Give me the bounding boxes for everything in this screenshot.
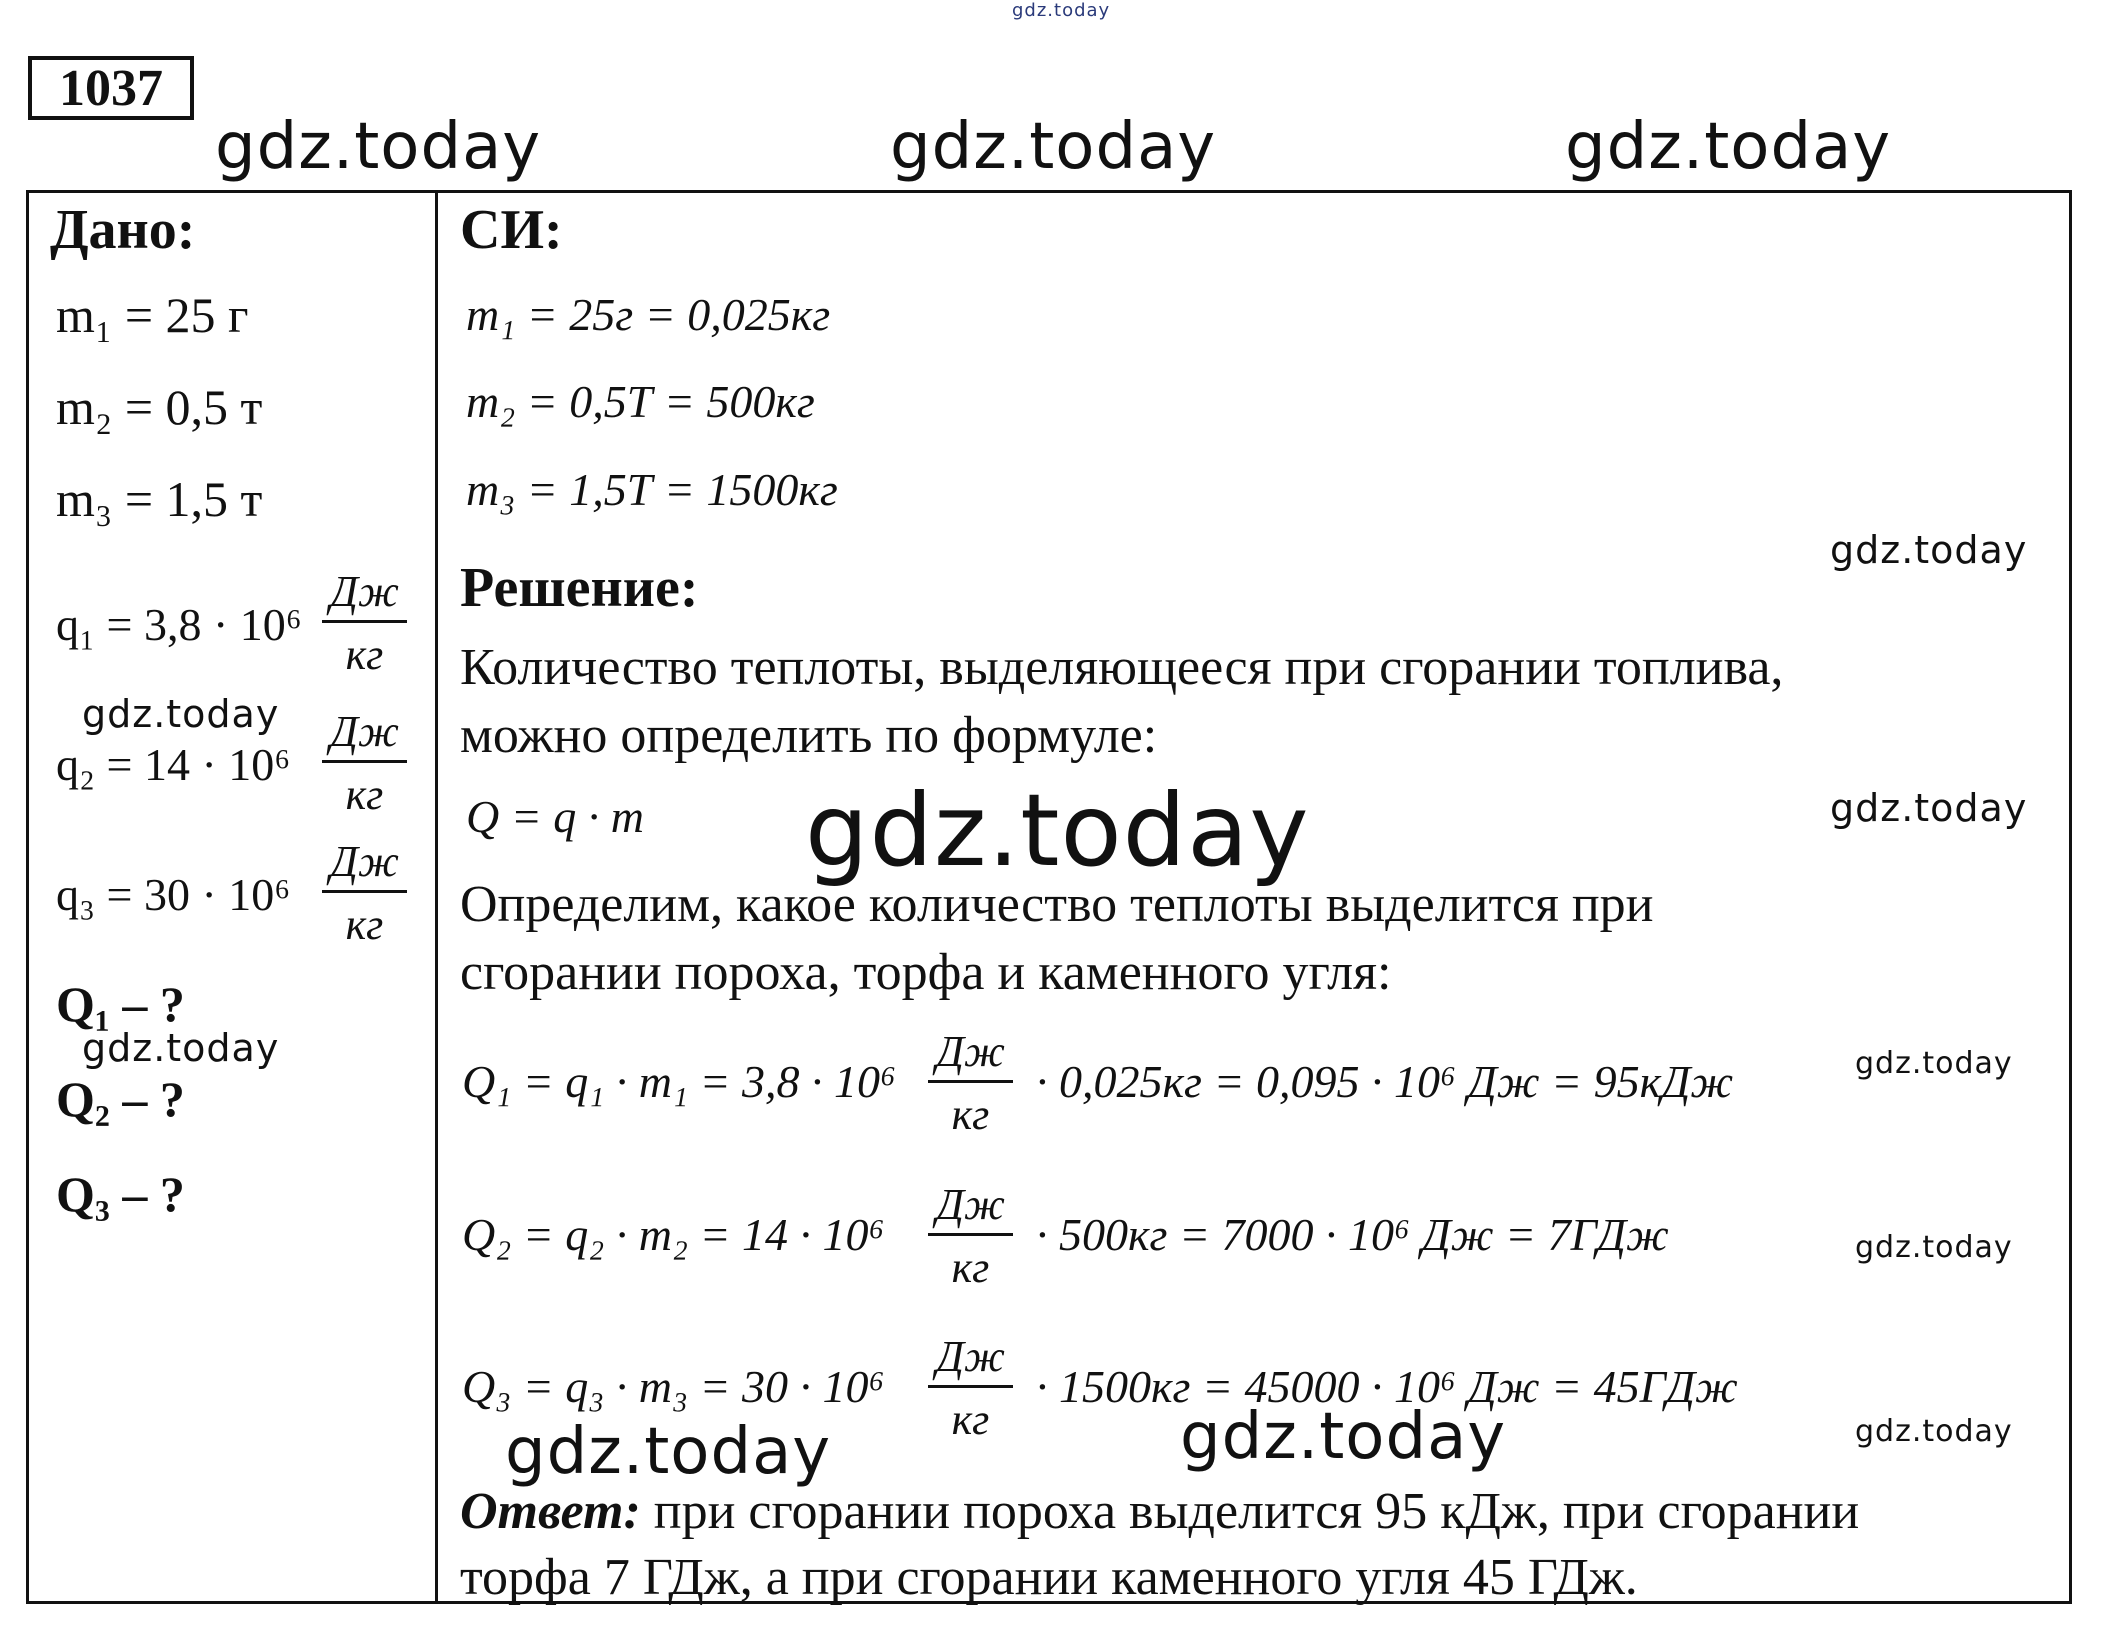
equation-q1-left: Q₁ = q₁ · m₁ = 3,8 · 10⁶ <box>462 1056 896 1107</box>
solution-text-line: можно определить по формуле: <box>460 707 1158 764</box>
given-q2: q₂ = 14 · 10⁶ <box>56 739 291 790</box>
formula: Q = q · m <box>466 791 644 842</box>
find-q1: Q₁ – ? <box>56 976 185 1032</box>
given-q1: q₁ = 3,8 · 10⁶ <box>56 599 302 650</box>
answer-label: Ответ: <box>460 1483 641 1540</box>
unit-denominator: кг <box>345 630 384 679</box>
given-m2: m₂ = 0,5 т <box>56 379 263 435</box>
unit-denominator: кг <box>345 900 384 949</box>
answer-line <box>460 1482 1859 1541</box>
answer-text: при сгорании пороха выделится 95 кДж, при сгорании <box>640 1483 1860 1540</box>
watermark: gdz.today <box>1830 786 2028 830</box>
watermark: gdz.today <box>215 110 542 184</box>
given-m1: m₁ = 25 г <box>56 287 249 343</box>
given-q1-unit <box>322 567 407 679</box>
si-m1: m₁ = 25г = 0,025кг <box>466 289 831 340</box>
column-divider <box>435 192 438 1602</box>
watermark: gdz.today <box>1855 1230 2013 1265</box>
watermark: gdz.today <box>1565 110 1892 184</box>
watermark: gdz.today <box>890 110 1217 184</box>
equation-q2-right: · 500кг = 7000 · 10⁶ Дж = 7ГДж <box>1036 1209 1669 1260</box>
solution-text-line: сгорании пороха, торфа и каменного угля: <box>460 944 1392 1001</box>
watermark-top: gdz.today <box>1012 0 1111 21</box>
watermark: gdz.today <box>1830 528 2028 572</box>
given-q3: q₃ = 30 · 10⁶ <box>56 869 291 920</box>
answer-line: торфа 7 ГДж, а при сгорании каменного угля 45 ГДж. <box>460 1549 1638 1606</box>
equation-q3-left: Q₃ = q₃ · m₃ = 30 · 10⁶ <box>462 1361 885 1412</box>
watermark: gdz.today <box>1855 1414 2013 1449</box>
si-m2: m₂ = 0,5Т = 500кг <box>466 376 815 427</box>
watermark: gdz.today <box>82 692 280 736</box>
unit-denominator: кг <box>951 1243 990 1292</box>
given-m3: m₃ = 1,5 т <box>56 471 263 527</box>
watermark: gdz.today <box>82 1026 280 1070</box>
find-q3: Q₃ – ? <box>56 1166 185 1222</box>
watermark: gdz.today <box>1855 1046 2013 1081</box>
watermark: gdz.today <box>1180 1400 1507 1474</box>
equation-q3-right: · 1500кг = 45000 · 10⁶ Дж = 45ГДж <box>1036 1361 1738 1412</box>
unit-numerator: Дж <box>322 710 407 763</box>
si-header: СИ: <box>460 199 563 261</box>
unit-numerator: Дж <box>322 840 407 893</box>
solution-text-line: Определим, какое количество теплоты выделится при <box>460 876 1654 933</box>
unit-denominator: кг <box>345 770 384 819</box>
solution-text-line: Количество теплоты, выделяющееся при сгорании топлива, <box>460 639 1784 696</box>
problem-number: 1037 <box>28 56 194 120</box>
equation-q2-left: Q₂ = q₂ · m₂ = 14 · 10⁶ <box>462 1209 885 1260</box>
equation-q1-right: · 0,025кг = 0,095 · 10⁶ Дж = 95кДж <box>1036 1056 1734 1107</box>
unit-numerator: Дж <box>322 570 407 623</box>
unit-numerator: Дж <box>928 1183 1013 1236</box>
unit-numerator: Дж <box>928 1030 1013 1083</box>
equation-q1-unit <box>928 1027 1013 1139</box>
given-q2-unit <box>322 707 407 819</box>
watermark-large: gdz.today <box>805 772 1310 889</box>
unit-denominator: кг <box>951 1395 990 1444</box>
solution-header: Решение: <box>460 557 699 619</box>
given-header: Дано: <box>50 199 196 261</box>
si-m3: m₃ = 1,5Т = 1500кг <box>466 464 838 515</box>
given-q3-unit <box>322 837 407 949</box>
find-q2: Q₂ – ? <box>56 1071 185 1127</box>
equation-q3-unit <box>928 1332 1013 1444</box>
equation-q2-unit <box>928 1180 1013 1292</box>
unit-denominator: кг <box>951 1090 990 1139</box>
unit-numerator: Дж <box>928 1335 1013 1388</box>
watermark: gdz.today <box>505 1415 832 1489</box>
